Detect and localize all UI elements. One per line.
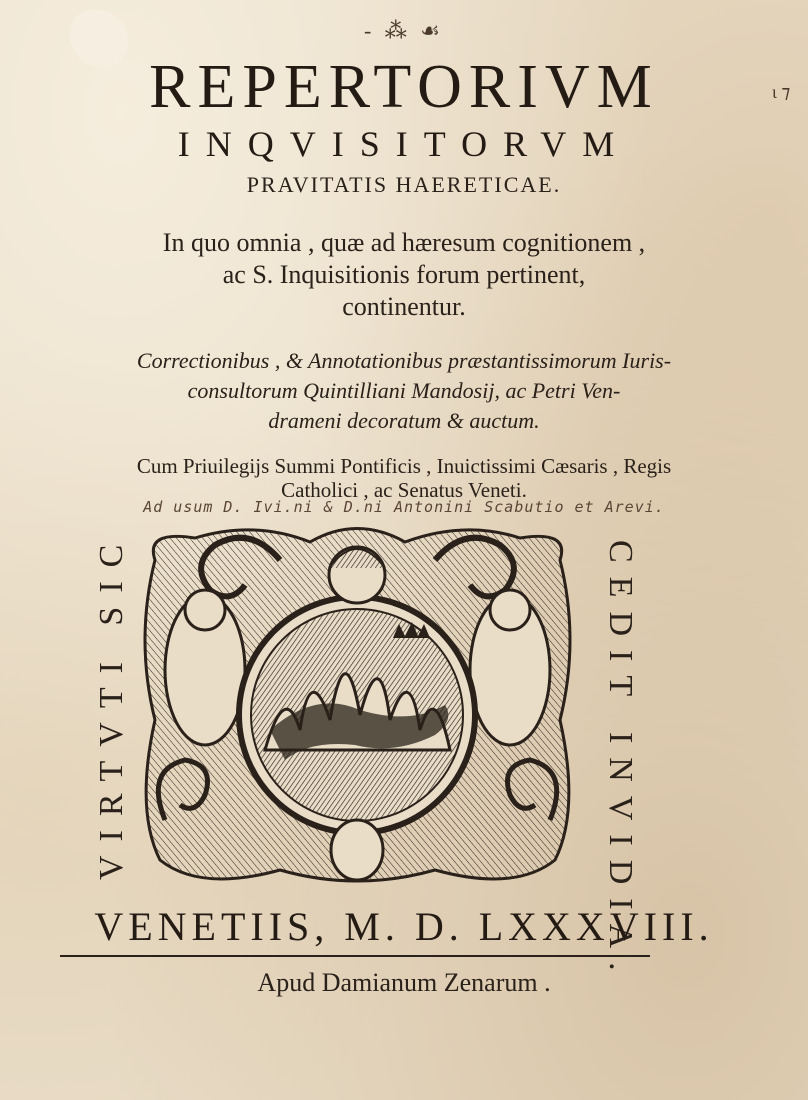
imprint-place-date: VENETIIS, M. D. LXXXVIII.	[94, 904, 714, 949]
handwritten-ownership-note: Ad usum D. Ivi.ni & D.ni Antonini Scabutio et Arevi.	[143, 498, 665, 516]
privileges-line-1: Cum Priuilegijs Summi Pontificis , Inuictissimi Cæsaris , Regis	[136, 454, 672, 478]
printers-device-woodcut	[135, 520, 580, 890]
imprint-printer: Apud Damianum Zenarum .	[257, 968, 551, 997]
title-line-2: INQVISITORVM	[177, 124, 631, 164]
title-line-3: PRAVITATIS HAERETICAE.	[246, 172, 562, 197]
margin-mark: ι ⁊	[772, 82, 791, 102]
annotations-line-1: Correctionibus , & Annotationibus præstantissimorum Iuris-	[136, 348, 672, 373]
annotations-line-2: consultorum Quintilliani Mandosij, ac Petri Ven-	[187, 378, 621, 403]
privileges-line-2: Catholici , ac Senatus Veneti.	[281, 478, 527, 502]
description-line-2: ac S. Inquisitionis forum pertinent,	[222, 260, 586, 289]
annotations-line-3: drameni decoratum & auctum.	[268, 408, 540, 433]
description-line-1: In quo omnia , quæ ad hæresum cognitionem ,	[162, 228, 646, 257]
motto-left: VIRTVTI SIC	[93, 530, 130, 880]
imprint-rule	[60, 955, 650, 957]
description-line-3: continentur.	[342, 292, 466, 321]
title-line-1: REPERTORIVM	[149, 53, 659, 121]
header-flourish: - ⁂ ☙	[363, 18, 445, 43]
motto-right: CEDIT INVIDIA.	[602, 540, 639, 985]
